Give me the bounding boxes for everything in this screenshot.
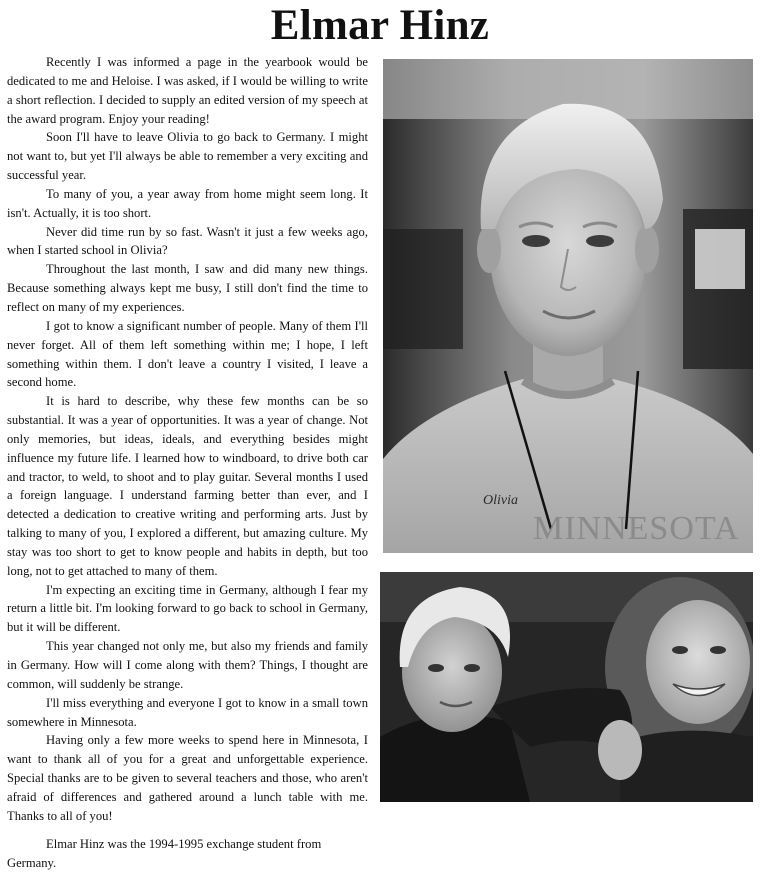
portrait-photo <box>383 59 753 553</box>
paragraph: Soon I'll have to leave Olivia to go back to Germany. I might not want to, but yet I'll always be able to remember a very exciting and successful year. <box>7 130 368 183</box>
paragraph: Never did time run by so fast. Wasn't it just a few weeks ago, when I started school in Olivia? <box>7 224 368 258</box>
paragraph: It is hard to describe, why these few months can be so substantial. It was a year of opportunities. It was a year of change. Not only memories, but ideas, ideals, and everything besides might influence my future life. I learned how to windboard, to drive both car and tractor, to weld, to shoot and to play guitar. Several months I used a foreign language. I understand farming better than ever, and I detected a dedication to creative writing and performing arts. Just by talking to many of you, I explored a different, but amazing culture. My stay was too short to get to know people and habits in depth, but too long, not to get attached to many of them. <box>7 394 368 578</box>
paragraph: I'll miss everything and everyone I got to know in a small town somewhere in Minnesota. <box>7 695 368 729</box>
shirt-name-print: Olivia <box>483 493 518 508</box>
article-body <box>7 53 368 826</box>
paragraph: This year changed not only me, but also my friends and family in Germany. How will I come along with them? Things, I thought are common, will suddenly be strange. <box>7 639 368 691</box>
paragraph: Having only a few more weeks to spend here in Minnesota, I want to thank all of you for a great and unforgettable experience. Special thanks are to be given to several teachers and those, who aren't afraid of differences and gathered around a lunch table with me. Thanks to all of you! <box>7 733 368 823</box>
portrait-image <box>383 59 753 553</box>
footer-note: Elmar Hinz was the 1994-1995 exchange student from Germany. <box>7 837 322 870</box>
paragraph: Throughout the last month, I saw and did many new things. Because something always kept me busy, I still don't find the time to reflect on many of my experiences. <box>7 262 368 314</box>
article-footer <box>7 835 368 873</box>
paragraph: To many of you, a year away from home might seem long. It isn't. Actually, it is too short. <box>7 186 368 220</box>
group-photo <box>380 572 753 802</box>
paragraph: I got to know a significant number of people. Many of them I'll never forget. All of them left something within me; I hope, I left something within them. I don't leave a country I visited, I leave a second home. <box>7 318 368 390</box>
paragraph: I'm expecting an exciting time in Germany, although I fear my return a little bit. I'm looking forward to go back to school in Germany, but it will be different. <box>7 582 368 635</box>
paragraph: Recently I was informed a page in the yearbook would be dedicated to me and Heloise. I was asked, if I would be willing to write a short reflection. I decided to supply an edited version of my speech at the award program. Enjoy your reading! <box>7 55 368 126</box>
page-title: Elmar Hinz <box>270 2 490 49</box>
group-image <box>380 572 753 802</box>
shirt-brand-print: MINNESOTA <box>533 510 740 547</box>
